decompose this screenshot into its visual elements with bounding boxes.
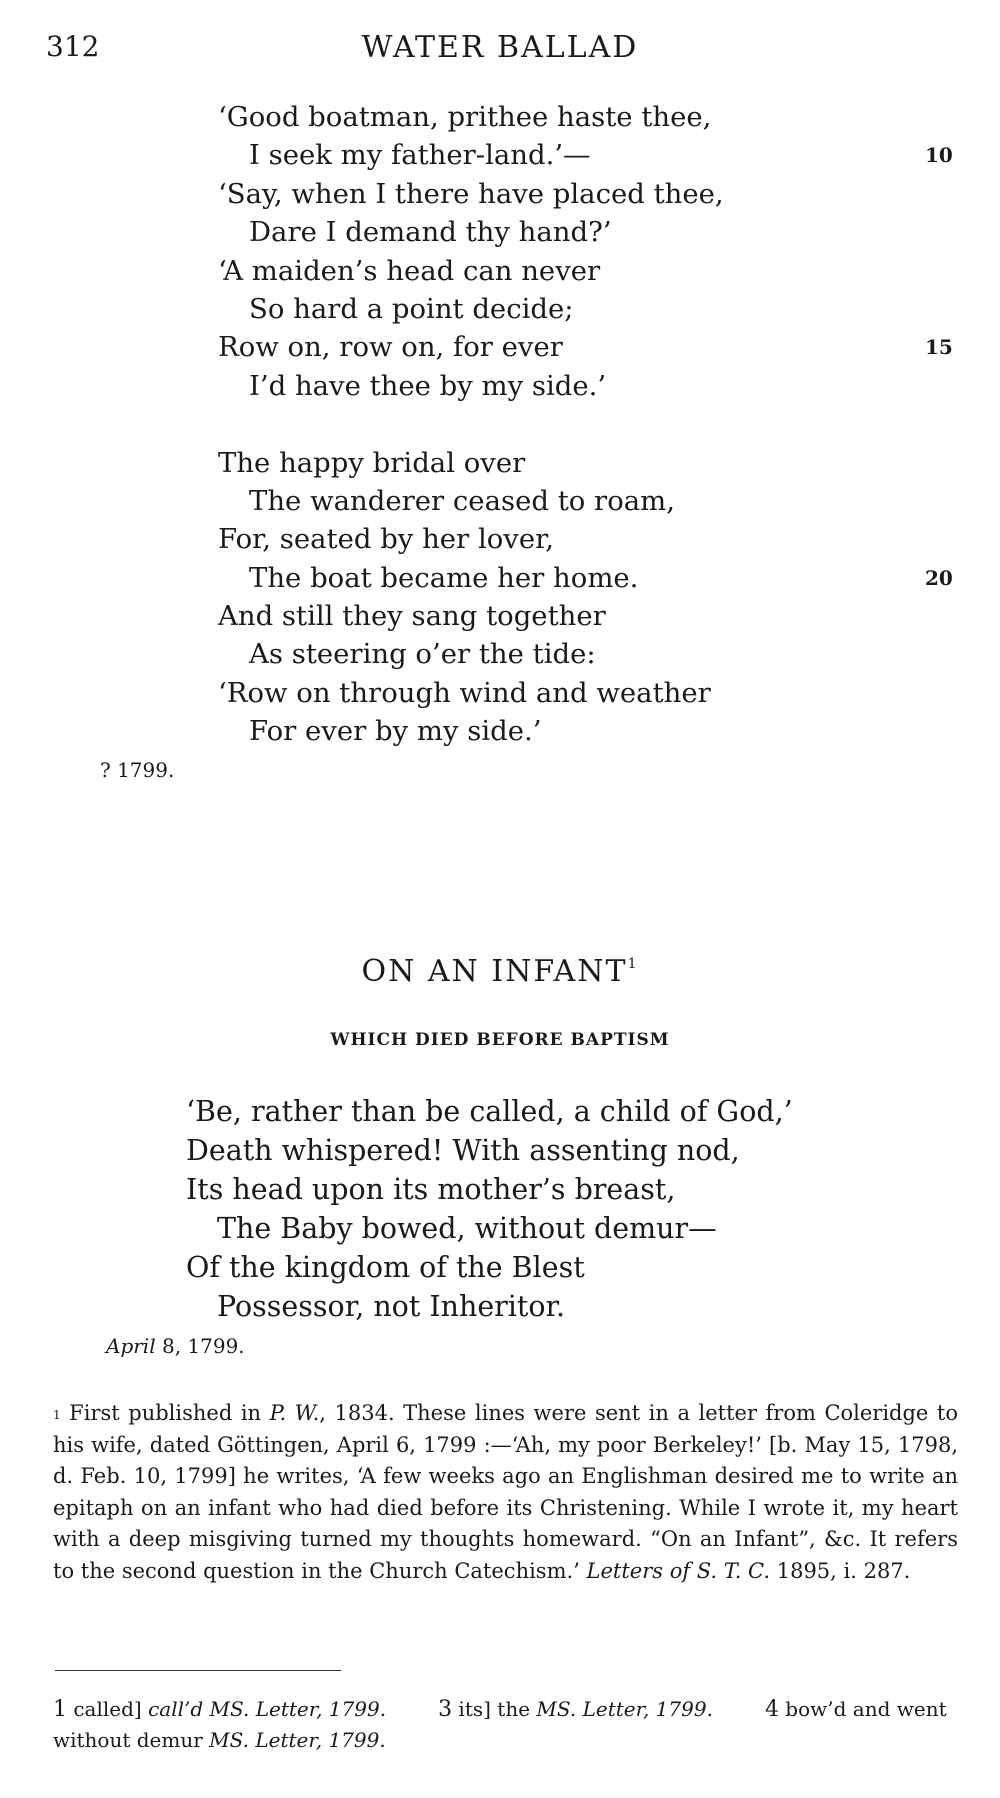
poem-line-text: The wanderer ceased to roam, <box>249 484 675 517</box>
poem-line-text: As steering o’er the tide: <box>249 638 596 671</box>
variant-line-number: 3 <box>438 1697 453 1722</box>
italic-text: P. W. <box>269 1401 320 1425</box>
textual-variants <box>53 1694 958 1756</box>
footnote-text: , 1834. These lines were sent in a letter from Coleridge to his wife, dated Göttingen, April 6, 1799 :—‘Ah, my poor Berkeley!’ [b. May 15, 1798, d. Feb. 10, 1799] he writes, ‘A few weeks ago an Englishman desired me to write an epitaph on an infant who had died before its Christening. While I wrote it, my heart with a deep misgiving turned my thoughts homeward. “On an Infant”, &c. It refers to the second question in the Church Catechism.’ <box>53 1401 958 1583</box>
page-header <box>0 30 1000 74</box>
on-an-infant-date <box>106 1334 245 1358</box>
poem-line: Of the kingdom of the Blest <box>186 1251 585 1284</box>
poem-title-text: ON AN INFANT <box>361 954 628 989</box>
poem-line-text: For, seated by her lover, <box>218 523 554 556</box>
variant-text: bow’d and went without demur <box>53 1697 947 1752</box>
poem-line-text: For ever by my side.’ <box>249 715 542 748</box>
on-an-infant-poem <box>186 1092 886 1326</box>
date-month: April <box>106 1334 156 1358</box>
poem-line <box>218 367 958 405</box>
poem-line: Death whispered! With assenting nod, <box>186 1134 740 1167</box>
variant-text: called] <box>67 1697 149 1721</box>
footnote-marker: 1 <box>53 1408 61 1422</box>
variant-source: call’d MS. Letter, 1799. <box>148 1697 387 1721</box>
poem-line: Possessor, not Inheritor. <box>217 1290 566 1323</box>
poem-line <box>218 674 958 712</box>
variant-source: MS. Letter, 1799. <box>209 1728 386 1752</box>
poem-line-text: I’d have thee by my side.’ <box>249 369 607 402</box>
poem-line <box>218 98 958 136</box>
page-number: 312 <box>46 30 100 63</box>
footnote-text: First published in <box>60 1401 270 1425</box>
variant-source: MS. Letter, 1799. <box>536 1697 713 1721</box>
poem-line: Its head upon its mother’s breast, <box>186 1173 676 1206</box>
poem-line <box>218 175 958 213</box>
footnote-rule <box>55 1670 341 1671</box>
poem-line-text: I seek my father-land.’— <box>249 139 591 172</box>
poem-line: The Baby bowed, without demur— <box>217 1212 717 1245</box>
running-title: WATER BALLAD <box>361 30 639 65</box>
footnote-reference: 1 <box>627 956 639 972</box>
poem-line: ‘Be, rather than be called, a child of God,’ <box>186 1095 793 1128</box>
italic-text: Letters of S. T. C. <box>586 1558 771 1583</box>
footnote-text: 1895, i. 287. <box>770 1558 911 1583</box>
footnote <box>53 1398 958 1587</box>
poem-line <box>218 597 958 635</box>
poem-line-text: ‘Row on through wind and weather <box>218 676 711 709</box>
poem-line-text: And still they sang together <box>218 600 606 633</box>
variant-line-number: 1 <box>53 1697 67 1722</box>
poem-line-text: ‘Good boatman, prithee haste thee, <box>218 101 712 133</box>
poem-line <box>218 252 958 290</box>
poem-line-text: Dare I demand thy hand?’ <box>249 216 612 249</box>
poem-line <box>218 328 958 366</box>
variant-text: its] the <box>452 1697 537 1721</box>
poem-line-text: So hard a point decide; <box>249 292 574 325</box>
date-rest: 8, 1799. <box>155 1334 245 1358</box>
poem-line <box>218 213 958 251</box>
line-number: 15 <box>925 335 953 360</box>
poem-line <box>218 482 958 520</box>
poem-line <box>218 635 958 673</box>
poem-line-text: Row on, row on, for ever <box>218 331 563 364</box>
poem-line <box>218 712 958 750</box>
poem-line <box>218 520 958 558</box>
poem-line-text: The boat became her home. <box>249 561 639 594</box>
poem-subtitle: WHICH DIED BEFORE BAPTISM <box>330 1030 670 1050</box>
poem-title <box>0 954 1000 989</box>
line-number: 20 <box>925 565 953 590</box>
poem-line-text: ‘Say, when I there have placed thee, <box>218 177 724 210</box>
poem-line <box>218 290 958 328</box>
poem-line <box>218 444 958 482</box>
variant-line-number: 4 <box>764 1697 779 1722</box>
poem-line-text: ‘A maiden’s head can never <box>218 254 601 287</box>
poem-line <box>218 136 958 174</box>
water-ballad-date: ? 1799. <box>100 758 175 782</box>
poem-line-text: The happy bridal over <box>218 446 526 479</box>
stanza-break <box>218 405 958 443</box>
line-number: 10 <box>925 143 953 168</box>
water-ballad-poem <box>218 98 958 751</box>
poem-line <box>218 559 958 597</box>
